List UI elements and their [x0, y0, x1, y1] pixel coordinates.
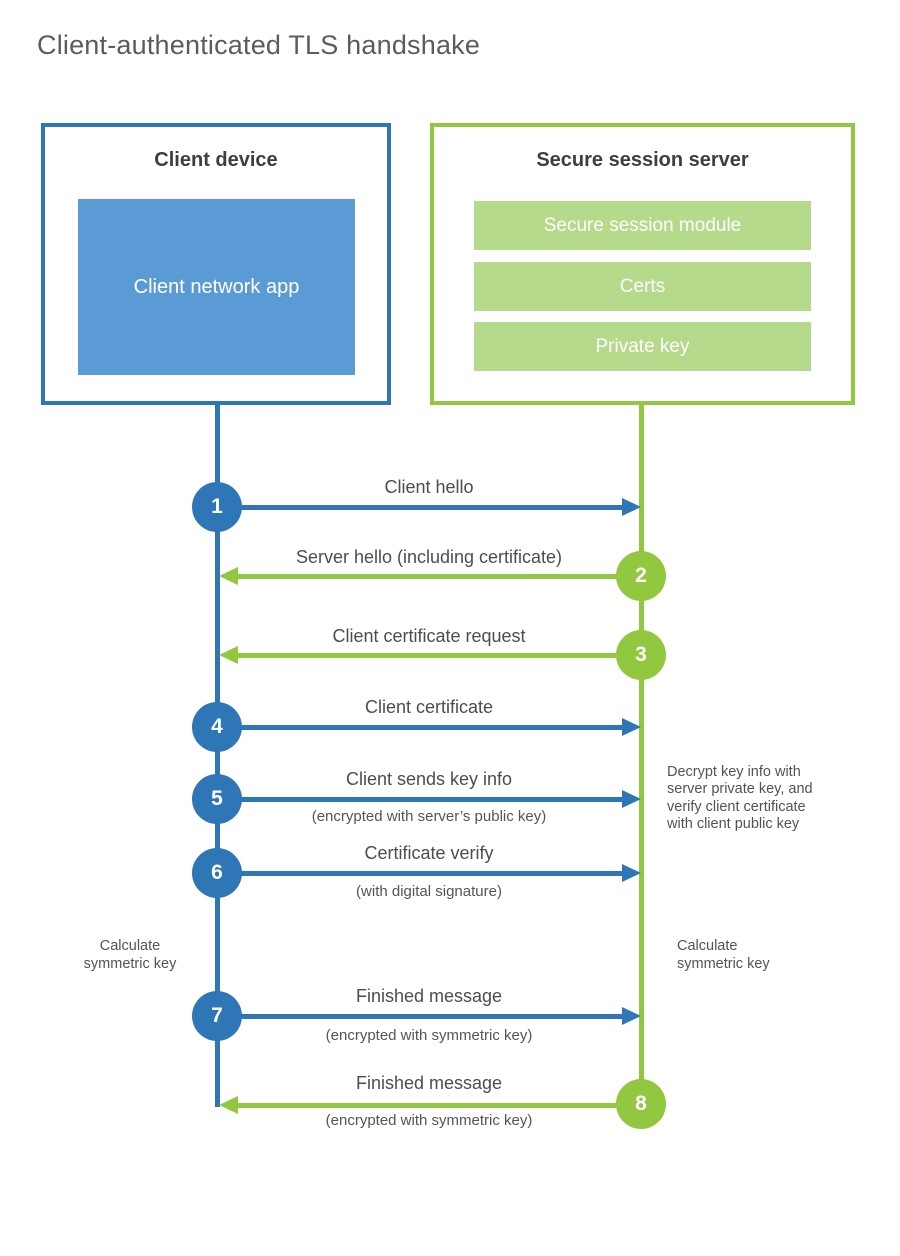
- client-network-app-box: [78, 199, 355, 375]
- message-sublabel-7: (encrypted with symmetric key): [325, 1027, 533, 1044]
- step-number-6: 6: [211, 861, 223, 884]
- message-label-3: Client certificate request: [332, 626, 526, 646]
- arrow-right-icon: [622, 1007, 641, 1025]
- step-number-1: 1: [211, 495, 223, 518]
- calculate-symmetric-key-right: Calculate symmetric key: [677, 938, 770, 972]
- message-sublabel-5: (encrypted with server’s public key): [311, 808, 547, 825]
- arrow-right-icon: [622, 864, 641, 882]
- message-line-4: [241, 725, 623, 730]
- step-number-5: 5: [211, 787, 223, 810]
- message-label-6: Certificate verify: [364, 843, 494, 863]
- server-module-secure-session: Secure session module: [474, 201, 811, 250]
- client-device-box: [41, 123, 391, 405]
- message-line-5: [241, 797, 623, 802]
- secure-session-server-box: [430, 123, 855, 405]
- arrow-right-icon: [622, 498, 641, 516]
- client-device-title: Client device: [154, 149, 278, 171]
- decrypt-note: Decrypt key info with server private key, and verify client certificate with client public key: [667, 764, 813, 833]
- step-number-4: 4: [211, 715, 223, 738]
- arrow-right-icon: [622, 718, 641, 736]
- message-label-5: Client sends key info: [345, 769, 513, 789]
- message-line-3: [238, 653, 616, 658]
- server-module-certs: Certs: [474, 262, 811, 311]
- message-sublabel-6: (with digital signature): [356, 883, 502, 900]
- message-label-2: Server hello (including certificate): [295, 547, 563, 567]
- message-sublabel-8: (encrypted with symmetric key): [325, 1112, 533, 1129]
- step-number-2: 2: [635, 564, 647, 587]
- message-label-7: Finished message: [355, 986, 503, 1006]
- page-title: Client-authenticated TLS handshake: [37, 30, 481, 60]
- message-line-7: [241, 1014, 623, 1019]
- message-line-6: [241, 871, 623, 876]
- arrow-left-icon: [219, 646, 238, 664]
- message-line-8: [238, 1103, 616, 1108]
- server-module-private-key: Private key: [474, 322, 811, 371]
- calculate-symmetric-key-left: Calculate symmetric key: [83, 938, 177, 972]
- message-label-8: Finished message: [355, 1073, 503, 1093]
- message-line-2: [238, 574, 616, 579]
- secure-session-server-title: Secure session server: [536, 149, 749, 171]
- message-label-1: Client hello: [384, 477, 474, 497]
- message-label-4: Client certificate: [364, 697, 494, 717]
- arrow-right-icon: [622, 790, 641, 808]
- arrow-left-icon: [219, 567, 238, 585]
- message-line-1: [241, 505, 623, 510]
- step-number-7: 7: [211, 1004, 223, 1027]
- step-number-3: 3: [635, 643, 647, 666]
- step-number-8: 8: [635, 1092, 647, 1115]
- client-network-app-label: Client network app: [133, 275, 300, 298]
